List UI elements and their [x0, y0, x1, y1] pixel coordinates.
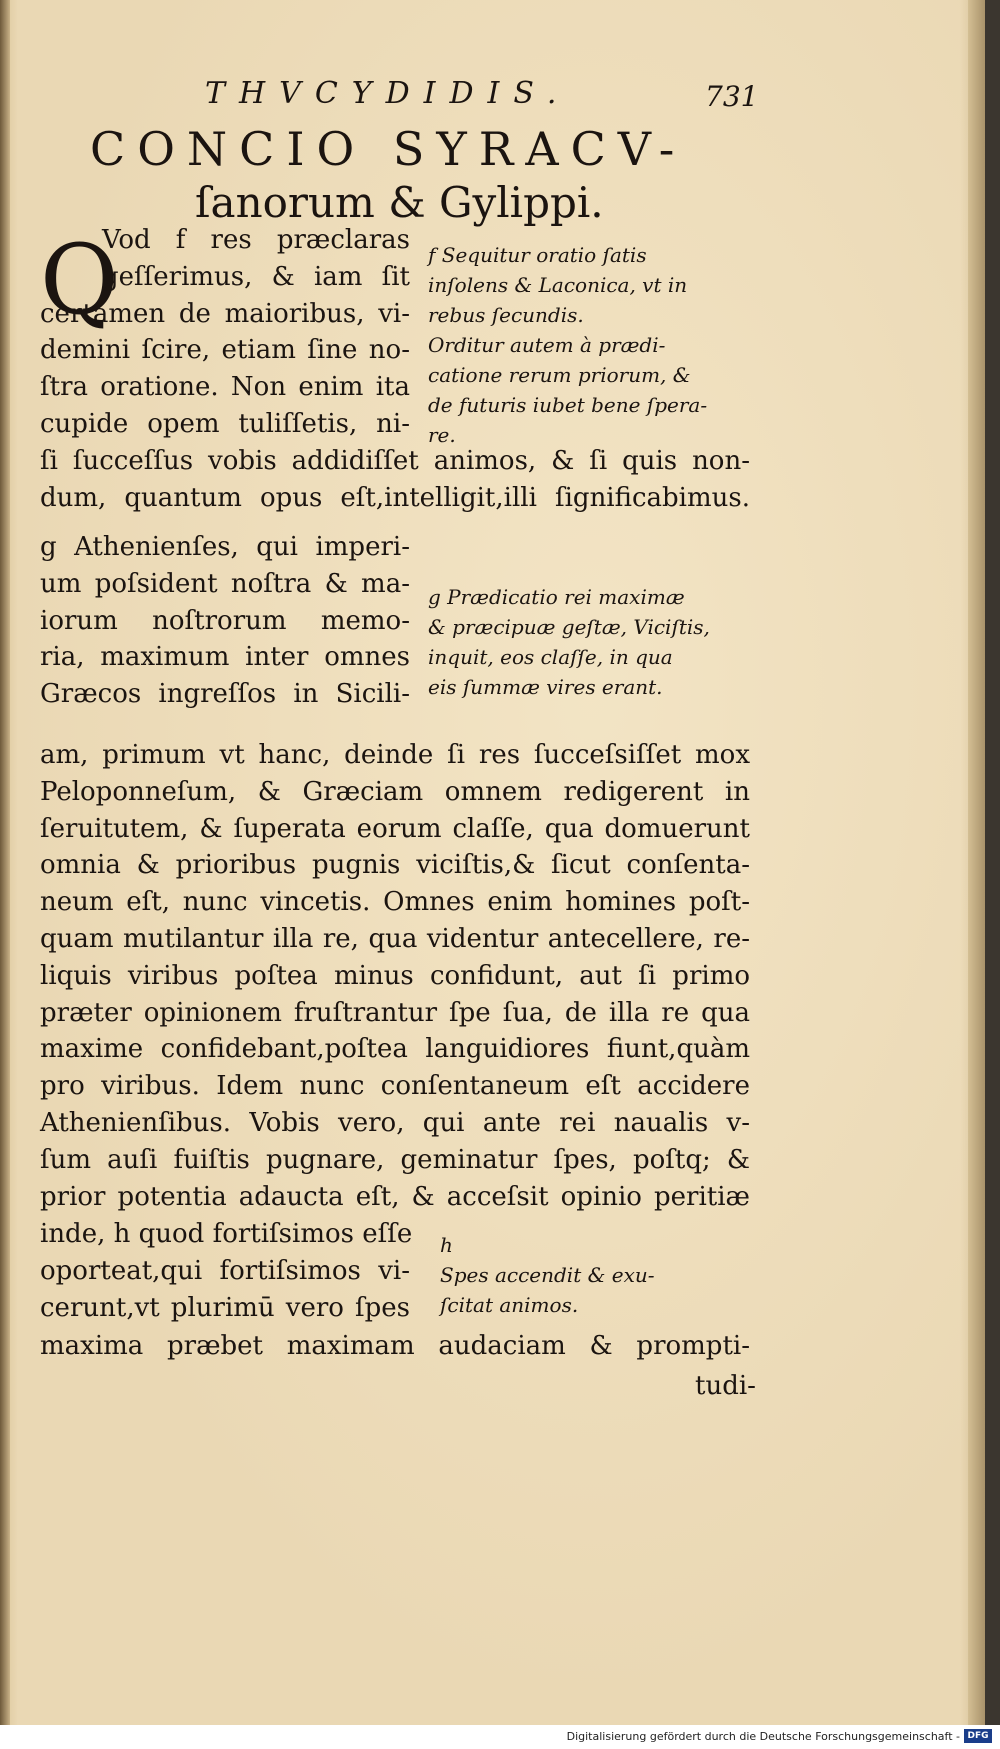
- text-line: Græcos ingreſſos in Sicili-: [40, 679, 410, 710]
- text-line: prior potentia adaucta eſt, & acceſsit opinio peritiæ: [40, 1181, 750, 1212]
- text-line: quam mutilantur illa re, qua videntur antecellere, re-: [40, 923, 750, 954]
- note-line: g Prædicatio rei maximæ: [428, 585, 685, 609]
- text-line: Athenienſibus. Vobis vero, qui ante rei naualis v-: [40, 1107, 750, 1138]
- text-line: demini ſcire, etiam ſine no-: [40, 335, 410, 366]
- note-line: rebus ſecundis.: [428, 303, 584, 327]
- note-line: inquit, eos claſſe, in qua: [428, 645, 673, 669]
- dfg-logo: DFG: [964, 1729, 992, 1743]
- text-line: omnia & prioribus pugnis viciſtis,& ſicut conſenta-: [40, 850, 750, 881]
- text-line: dum, quantum opus eſt,intelligit,illi ſignificabimus.: [40, 482, 750, 513]
- footer-credit: Digitalisierung gefördert durch die Deutsche Forschungsgemeinschaft -: [566, 1730, 960, 1743]
- text-line: Peloponneſum, & Græciam omnem redigerent in: [40, 776, 750, 807]
- text-line: ſtra oratione. Non enim ita: [40, 372, 410, 403]
- chapter-title-line-2: ſanorum & Gylippi.: [195, 178, 604, 227]
- text-block-6: [40, 1328, 750, 1365]
- text-line: ria, maximum inter omnes: [40, 642, 410, 673]
- page-number: 731: [705, 80, 759, 113]
- drop-cap: Q: [40, 224, 119, 336]
- text-line: maxima præbet maximam audaciam & prompti-: [40, 1331, 750, 1361]
- text-block-4: [40, 737, 750, 1215]
- text-line: cupide opem tuliſſetis, ni-: [40, 408, 410, 439]
- text-line: ſum auſi fuiſtis pugnare, geminatur ſpes, poſtq; &: [40, 1144, 750, 1175]
- note-line: re.: [428, 423, 456, 447]
- chapter-title-line-1: CONCIO SYRACV-: [90, 122, 687, 176]
- text-line: um poſsident noſtra & ma-: [40, 568, 410, 599]
- catchword-text: tudi-: [695, 1371, 756, 1401]
- note-line: catione rerum priorum, &: [428, 363, 691, 387]
- text-line: neum eſt, nunc vincetis. Omnes enim homines poſt-: [40, 887, 750, 918]
- book-gutter: [0, 0, 10, 1725]
- note-line: inſolens & Laconica, vt in: [428, 273, 688, 297]
- side-note-g: [428, 582, 710, 702]
- text-line: g Athenienſes, qui imperi-: [40, 532, 410, 562]
- text-block-2: [40, 443, 750, 517]
- text-line: iorum noſtrorum memo-: [40, 605, 410, 636]
- text-line: præter opinionem fruſtrantur ſpe ſua, de illa re qua: [40, 997, 750, 1028]
- text-line: oporteat,qui fortiſsimos vi-: [40, 1255, 410, 1286]
- catchword: [695, 1368, 775, 1405]
- side-note-h: [440, 1230, 655, 1320]
- text-line: cerunt,vt plurimū vero ſpes: [40, 1292, 410, 1323]
- note-line: ſcitat animos.: [440, 1293, 579, 1317]
- side-note-f: [428, 240, 707, 450]
- text-line: ſi ſucceſſus vobis addidiſſet animos, & ſi quis non-: [40, 446, 750, 476]
- text-line: pro viribus. Idem nunc conſentaneum eſt accidere: [40, 1071, 750, 1102]
- text-line: am, primum vt hanc, deinde ſi res ſucceſsiſſet mox: [40, 740, 750, 770]
- text-line: geſſerimus, & iam ſit: [102, 261, 410, 292]
- text-line: maxime confidebant,poſtea languidiores fiunt,quàm: [40, 1034, 750, 1065]
- text-line: certamen de maioribus, vi-: [40, 298, 410, 329]
- note-line: Spes accendit & exu-: [440, 1263, 655, 1287]
- note-line: f Sequitur oratio ſatis: [428, 243, 647, 267]
- note-line: & præcipuæ geſtæ, Viciſtis,: [428, 615, 710, 639]
- text-line: ſeruitutem, & ſuperata eorum claſſe, qua domuerunt: [40, 813, 750, 844]
- page-edge: [968, 0, 985, 1725]
- running-head: THVCYDIDIS.: [205, 76, 571, 111]
- note-line: Orditur autem à prædi-: [428, 333, 666, 357]
- note-line: h: [440, 1233, 453, 1257]
- text-line: Vod f res præclaras: [102, 225, 410, 255]
- text-line: inde, h quod fortiſsimos eſſe: [40, 1219, 413, 1249]
- note-line: de futuris iubet bene ſpera-: [428, 393, 708, 417]
- text-line: liquis viribus poſtea minus confidunt, aut ſi primo: [40, 960, 750, 991]
- note-line: eis ſummæ vires erant.: [428, 675, 663, 699]
